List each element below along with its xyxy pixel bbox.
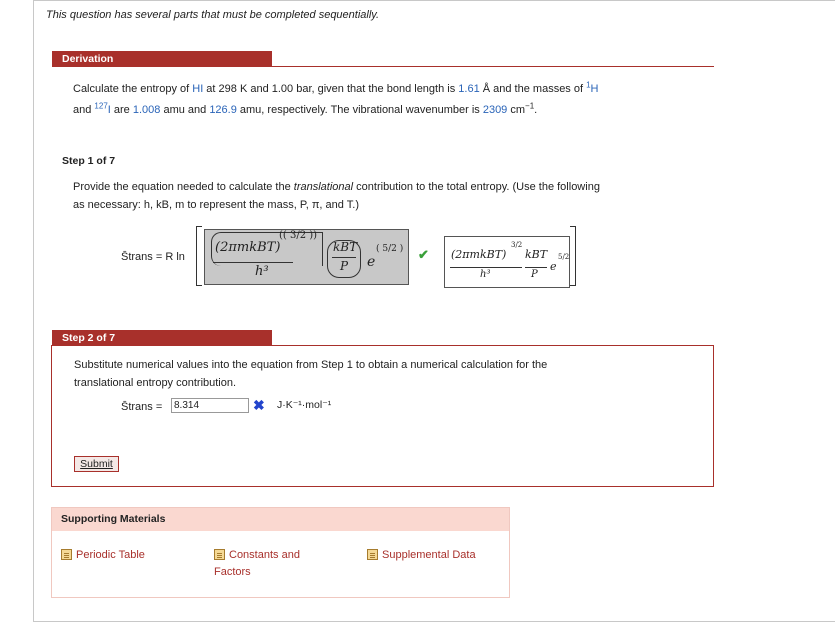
correct-answer-preview <box>444 236 570 288</box>
intro-text: This question has several parts that must be completed sequentially. <box>46 9 380 21</box>
derivation-line-2: and $^{127}$I are 1.008 amu and 126.9 amu, respectively. The vibrational wavenumber is 2309 $cm^{-1}$. <box>73 101 538 116</box>
submit-button[interactable]: Submit <box>74 456 119 472</box>
eq-numerator: (2πmkBT) <box>215 240 281 255</box>
periodic-table-link[interactable]: Periodic Table <box>61 547 145 564</box>
step2-line-1: Substitute numerical values into the equation from Step 1 to obtain a numerical calculation for the <box>74 359 548 371</box>
book-icon <box>61 549 72 560</box>
ans-denominator: h³ <box>480 269 491 280</box>
step2-header: Step 2 of 7 <box>52 330 272 346</box>
constants-link[interactable]: Constants and Factors <box>214 549 300 578</box>
derivation-rule <box>52 66 714 67</box>
entropy-value-input[interactable]: 8.314 <box>171 398 249 413</box>
ans-e: e <box>550 260 557 273</box>
correct-check-icon: ✔ <box>418 247 429 262</box>
ans-exponent: 3/2 <box>511 241 523 249</box>
eq-numerator-2: kBT <box>333 240 358 254</box>
supplemental-data-link[interactable]: Supplemental Data <box>367 547 476 564</box>
ans-fraction-bar <box>450 267 522 268</box>
book-icon <box>214 549 225 560</box>
step2-line-2: translational entropy contribution. <box>74 377 237 389</box>
right-bracket <box>570 226 576 286</box>
eq-denominator: h³ <box>255 264 269 279</box>
wrong-cross-icon: ✖ <box>253 397 265 413</box>
ans-fraction-bar-2 <box>525 267 547 268</box>
eq-e-exponent: ( 5/2 ) <box>376 244 404 254</box>
step1-lhs: S̄trans = R ln <box>121 251 185 263</box>
left-bracket <box>196 226 202 286</box>
ans-numerator: (2πmkBT) <box>451 248 507 261</box>
ans-e-exponent: 5/2 <box>558 253 570 261</box>
step1-title: Step 1 of 7 <box>62 155 116 167</box>
supporting-materials-title: Supporting Materials <box>52 508 509 531</box>
ans-denominator-2: P <box>531 269 538 280</box>
eq-denominator-2: P <box>340 259 349 273</box>
equation-answer-box[interactable] <box>204 229 409 285</box>
book-icon <box>367 549 378 560</box>
ans-numerator-2: kBT <box>525 248 548 261</box>
unit-label: J·K⁻¹·mol⁻¹ <box>277 399 332 411</box>
step1-line-1: Provide the equation needed to calculate the translational contribution to the total entropy. (Use the following <box>73 181 600 193</box>
step1-line-2: as necessary: h, kB, m to represent the mass, P, π, and T.) <box>73 199 359 211</box>
eq-fraction-bar-2 <box>332 257 356 258</box>
step2-lhs: S̄trans = <box>121 401 163 413</box>
eq-fraction-bar <box>213 262 293 263</box>
derivation-line-1: Calculate the entropy of HI at 298 K and 1.00 bar, given that the bond length is 1.61 Å and the masses of $^1$H <box>73 80 599 95</box>
derivation-header: Derivation <box>52 51 272 67</box>
eq-exponent: (( 3/2 )) <box>279 230 318 241</box>
eq-e: e <box>367 254 376 270</box>
